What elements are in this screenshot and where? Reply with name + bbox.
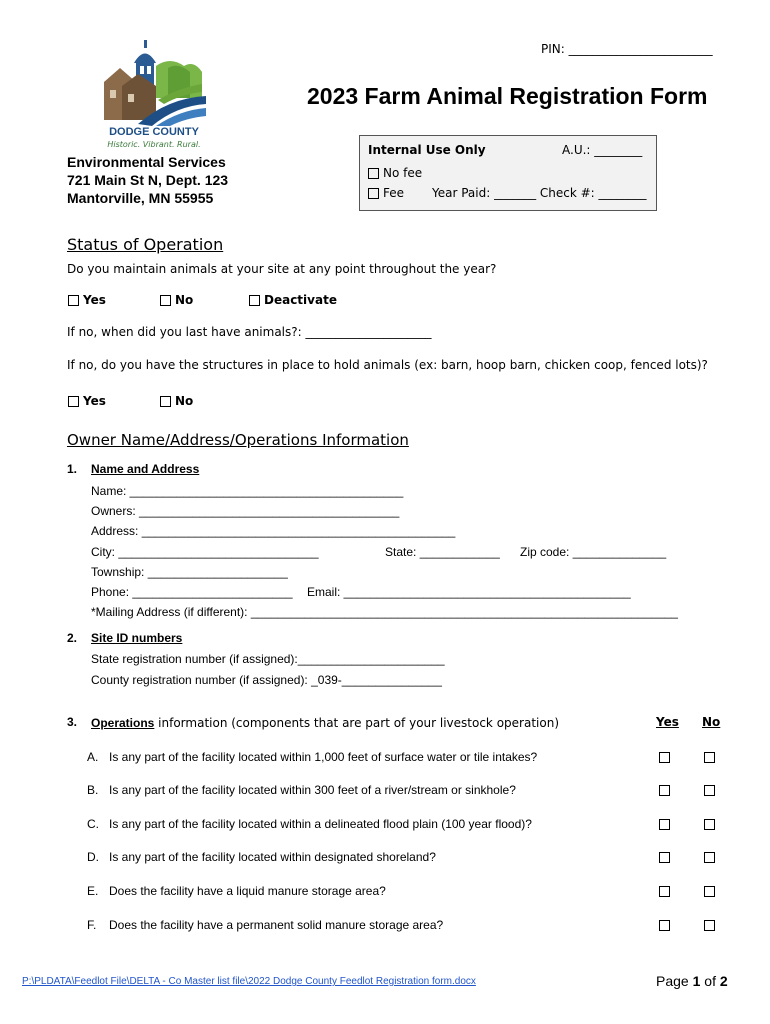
question-text: Is any part of the facility located within designated shoreland? [109, 850, 436, 864]
question-letter: B. [87, 783, 99, 797]
address-line-1: Environmental Services [67, 154, 226, 170]
question-letter: F. [87, 918, 97, 932]
q3-option-no[interactable] [160, 394, 193, 408]
no-fee-option[interactable] [368, 166, 422, 180]
column-yes-header: Yes [656, 715, 679, 729]
q1-option-yes[interactable] [68, 293, 106, 307]
name-field[interactable]: Name: _________________________________________ [91, 484, 404, 498]
owners-field[interactable]: Owners: _______________________________________ [91, 504, 400, 518]
question-e-yes-checkbox[interactable] [659, 886, 670, 897]
mailing-address-field[interactable]: *Mailing Address (if different): ________________________________________________________________ [91, 605, 678, 619]
question-a-no-checkbox[interactable] [704, 752, 715, 763]
question-e-no-checkbox[interactable] [704, 886, 715, 897]
county-registration-value: _039-_______________ [311, 673, 442, 687]
no-fee-checkbox[interactable] [368, 168, 379, 179]
question-a-yes-checkbox[interactable] [659, 752, 670, 763]
owner-heading: Owner Name/Address/Operations Information [67, 431, 409, 449]
page-total: 2 [719, 973, 728, 989]
year-paid-field[interactable]: Year Paid: _______ Check #: ________ [432, 186, 647, 200]
q1-option-no[interactable] [160, 293, 193, 307]
question-d-yes-checkbox[interactable] [659, 852, 670, 863]
county-logo-icon [98, 38, 210, 128]
fee-checkbox[interactable] [368, 188, 379, 199]
section-3-number: 3. [67, 715, 78, 729]
status-question-1: Do you maintain animals at your site at any point throughout the year? [67, 262, 497, 276]
internal-use-box [359, 135, 657, 211]
page-of: of [700, 973, 720, 989]
question-row [87, 817, 532, 831]
page-number: 1 [692, 973, 701, 989]
section-3-title: Operations [91, 716, 155, 730]
question-letter: A. [87, 750, 99, 764]
question-row [87, 783, 516, 797]
question-b-yes-checkbox[interactable] [659, 785, 670, 796]
question-text: Is any part of the facility located within a delineated flood plain (100 year flood)? [109, 817, 532, 831]
status-heading: Status of Operation [67, 235, 224, 254]
q1-deactivate-checkbox[interactable] [249, 295, 260, 306]
section-3-description: information (components that are part of your livestock operation) [154, 716, 559, 730]
address-field[interactable]: Address: _______________________________________________ [91, 524, 456, 538]
status-question-3: If no, do you have the structures in place to hold animals (ex: barn, hoop barn, chicken coop, fenced lots)? [67, 358, 708, 372]
logo-tagline: Historic. Vibrant. Rural. [107, 140, 201, 149]
question-f-no-checkbox[interactable] [704, 920, 715, 931]
fee-label: Fee [383, 186, 405, 200]
column-no-header: No [702, 715, 721, 729]
section-2-number: 2. [67, 631, 78, 645]
q1-no-checkbox[interactable] [160, 295, 171, 306]
q1-yes-label: Yes [83, 293, 106, 307]
email-field[interactable]: Email: ___________________________________________ [307, 585, 631, 599]
question-row [87, 884, 386, 898]
q3-yes-label: Yes [83, 394, 106, 408]
q1-option-deactivate[interactable] [249, 293, 337, 307]
question-d-no-checkbox[interactable] [704, 852, 715, 863]
page-indicator [656, 973, 728, 989]
q3-no-checkbox[interactable] [160, 396, 171, 407]
question-letter: C. [87, 817, 99, 831]
county-registration-label: County registration number (if assigned): [91, 673, 312, 687]
q3-no-label: No [175, 394, 194, 408]
address-line-2: 721 Main St N, Dept. 123 [67, 172, 229, 188]
file-path-link[interactable]: P:\PLDATA\Feedlot File\DELTA - Co Master list file\2022 Dodge County Feedlot Registration form.docx [22, 976, 476, 987]
logo-name: DODGE COUNTY [109, 126, 199, 138]
q1-no-label: No [175, 293, 194, 307]
question-letter: D. [87, 850, 99, 864]
state-registration-field[interactable]: State registration number (if assigned):______________________ [91, 652, 445, 666]
question-text: Is any part of the facility located within 1,000 feet of surface water or tile intakes? [109, 750, 538, 764]
section-1-title: Name and Address [91, 462, 200, 476]
question-c-yes-checkbox[interactable] [659, 819, 670, 830]
county-registration-field[interactable] [91, 673, 442, 687]
pin-field[interactable]: PIN: ________________________ [541, 42, 713, 56]
address-line-3: Mantorville, MN 55955 [67, 190, 214, 206]
question-text: Does the facility have a permanent solid manure storage area? [109, 918, 444, 932]
question-c-no-checkbox[interactable] [704, 819, 715, 830]
county-logo [98, 38, 210, 152]
internal-use-heading: Internal Use Only [368, 143, 486, 157]
question-f-yes-checkbox[interactable] [659, 920, 670, 931]
au-field[interactable]: A.U.: ________ [562, 143, 643, 157]
page-word: Page [656, 973, 693, 989]
city-field[interactable]: City: ______________________________ [91, 545, 319, 559]
question-letter: E. [87, 884, 99, 898]
fee-option[interactable] [368, 186, 404, 200]
question-b-no-checkbox[interactable] [704, 785, 715, 796]
q3-option-yes[interactable] [68, 394, 106, 408]
state-field[interactable]: State: ____________ [385, 545, 500, 559]
last-animals-field[interactable]: If no, when did you last have animals?: _____________________ [67, 325, 432, 339]
section-1-number: 1. [67, 462, 78, 476]
township-field[interactable]: Township: _____________________ [91, 565, 288, 579]
question-row [87, 750, 537, 764]
q3-yes-checkbox[interactable] [68, 396, 79, 407]
section-3-title-row [91, 714, 559, 732]
zip-field[interactable]: Zip code: ______________ [520, 545, 667, 559]
question-text: Is any part of the facility located within 300 feet of a river/stream or sinkhole? [109, 783, 516, 797]
no-fee-label: No fee [383, 166, 423, 180]
question-row [87, 918, 443, 932]
question-row [87, 850, 436, 864]
q1-deactivate-label: Deactivate [264, 293, 337, 307]
phone-field[interactable]: Phone: ________________________ [91, 585, 293, 599]
section-2-title: Site ID numbers [91, 631, 183, 645]
page-title: 2023 Farm Animal Registration Form [307, 83, 708, 109]
q1-yes-checkbox[interactable] [68, 295, 79, 306]
question-text: Does the facility have a liquid manure storage area? [109, 884, 386, 898]
